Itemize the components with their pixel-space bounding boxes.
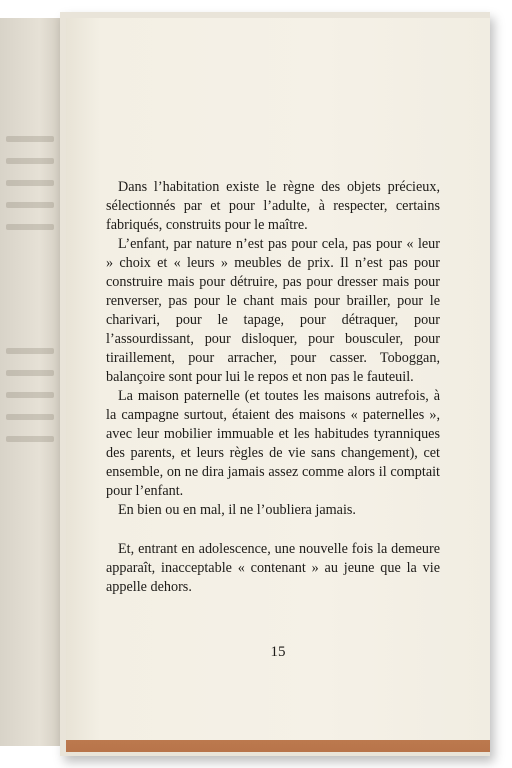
bleed-through-line bbox=[6, 202, 54, 208]
bleed-through-line bbox=[6, 392, 54, 398]
bleed-through-line bbox=[6, 348, 54, 354]
book-page bbox=[66, 18, 490, 740]
bleed-through-line bbox=[6, 414, 54, 420]
paragraph: Et, entrant en adolescence, une nouvelle fois la demeure apparaît, inacceptable « contenant » au jeune que la vie appelle dehors. bbox=[106, 541, 440, 595]
bleed-through-line bbox=[6, 436, 54, 442]
paragraph: En bien ou en mal, il ne l’oubliera jamais. bbox=[118, 502, 356, 518]
bleed-through-line bbox=[6, 136, 54, 142]
bleed-through-line bbox=[6, 224, 54, 230]
paragraph: L’enfant, par nature n’est pas pour cela, pas pour « leur » choix et « leurs » meubles de prix. Il n’est pas pour construire mais pour détruire, pas pour dresser mais pour renverser, pas pour le chant mais pour brailler, pour le charivari, pour le tapage, pour détraquer, pour l’assourdissant, pour disloquer, pour bousculer, pour tiraillement, pour arracher, pour casser. Toboggan, balançoire sont pour lui le repos et non pas le fauteuil. bbox=[106, 236, 440, 385]
page-number: 15 bbox=[270, 644, 286, 660]
bleed-through-line bbox=[6, 158, 54, 164]
paragraph: La maison paternelle (et toutes les maisons autrefois, à la campagne surtout, étaient des maisons « paternelles », avec leur mobilier immuable et les habitudes tyranniques des parents, et leurs règles de vie sans changement), cet ensemble, on ne dira jamais assez comme alors il comptait pour l’enfant. bbox=[106, 388, 440, 499]
bleed-through-line bbox=[6, 370, 54, 376]
body-text bbox=[106, 178, 440, 597]
bleed-through-line bbox=[6, 180, 54, 186]
paragraph: Dans l’habitation existe le règne des objets précieux, sélectionnés par et pour l’adulte, à respecter, certains fabriqués, construits pour le maître. bbox=[106, 179, 440, 233]
facing-page-edge bbox=[0, 18, 66, 746]
